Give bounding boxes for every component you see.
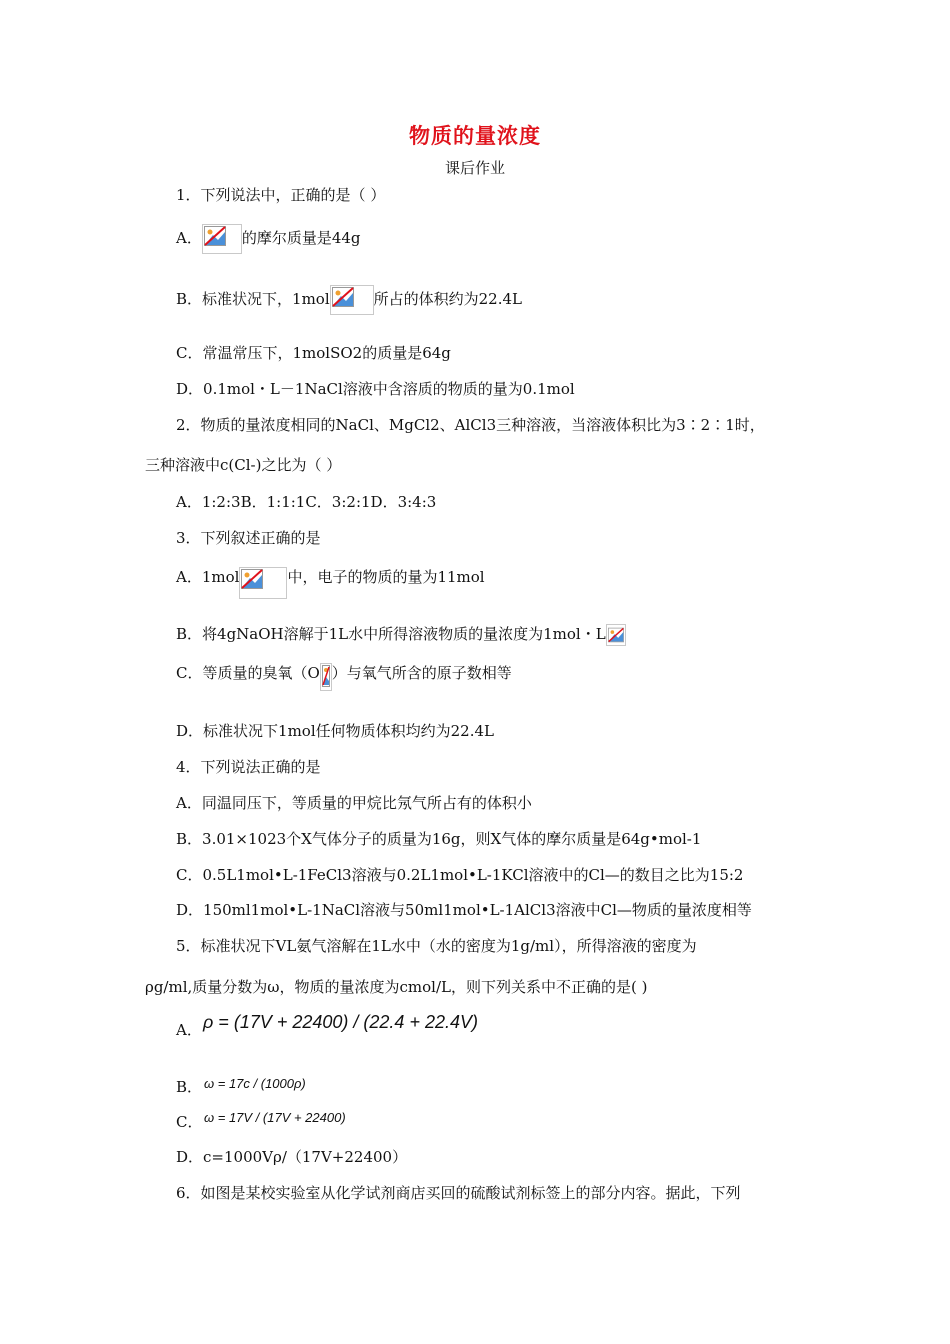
document-subtitle: 课后作业 — [444, 159, 505, 177]
q4-option-d: D．150ml1mol•L-1NaCl溶液与50ml1mol•L-1AlCl3溶液中Cl—物质的量浓度相等 — [176, 901, 752, 919]
q5-stem-line2: ρg/ml,质量分数为ω，物质的量浓度为cmol/L，则下列关系中不正确的是( ) — [145, 978, 648, 996]
q3-option-d: D．标准状况下1mol任何物质体积均约为22.4L — [176, 722, 494, 740]
q1-b-suffix: 所占的体积约为22.4L — [373, 290, 522, 308]
q6-stem-line1: 6．如图是某校实验室从化学试剂商店买回的硫酸试剂标签上的部分内容。据此，下列 — [176, 1184, 741, 1202]
q1-a-suffix: 的摩尔质量是44g — [241, 229, 361, 247]
q5-option-a-formula: ρ = (17V + 22400) / (22.4 + 22.4V) — [203, 1012, 478, 1032]
broken-image-icon — [320, 663, 332, 691]
q4-stem: 4．下列说法正确的是 — [176, 758, 321, 776]
broken-image-icon — [330, 285, 374, 315]
q3-option-b — [176, 624, 626, 646]
q2-stem-line1: 2．物质的量浓度相同的NaCl、MgCl2、AlCl3三种溶液，当溶液体积比为3∶2∶1时， — [176, 416, 765, 434]
q1-b-prefix: B．标准状况下，1mol — [176, 290, 330, 308]
broken-image-icon — [606, 624, 626, 646]
q5-stem-line1: 5．标准状况下VL氨气溶解在1L水中（水的密度为1g/ml），所得溶液的密度为 — [176, 937, 697, 955]
q5-option-a-label: A． — [176, 1021, 202, 1039]
q4-option-b: B．3.01×1023个X气体分子的质量为16g，则X气体的摩尔质量是64g•mol-1 — [176, 830, 702, 848]
broken-image-icon — [239, 567, 287, 599]
q1-option-d: D．0.1mol・L－1NaCl溶液中含溶质的物质的量为0.1mol — [176, 380, 575, 398]
q5-option-b-formula: ω = 17c / (1000ρ) — [204, 1076, 306, 1091]
q5-option-d: D．c=1000Vρ/（17V+22400） — [176, 1148, 408, 1166]
q3-option-a — [176, 567, 485, 599]
q3-stem: 3．下列叙述正确的是 — [176, 529, 321, 547]
document-title: 物质的量浓度 — [409, 123, 541, 148]
q3-b-prefix: B．将4gNaOH溶解于1L水中所得溶液物质的量浓度为1mol・L — [176, 625, 606, 643]
q1-option-c: C．常温常压下，1molSO2的质量是64g — [176, 344, 451, 362]
q5-option-c-formula: ω = 17V / (17V + 22400) — [204, 1110, 346, 1125]
q3-a-suffix: 中，电子的物质的量为11mol — [287, 568, 485, 586]
broken-image-icon — [202, 224, 242, 254]
q3-a-prefix: A．1mol — [176, 568, 240, 586]
q5-option-c-label: C． — [176, 1113, 203, 1131]
q1-a-prefix: A． — [176, 229, 202, 247]
q4-option-c: C．0.5L1mol•L-1FeCl3溶液与0.2L1mol•L-1KCl溶液中的Cl—的数目之比为15:2 — [176, 866, 744, 884]
q3-option-c — [176, 663, 512, 691]
q1-option-a — [176, 224, 361, 254]
q4-option-a: A．同温同压下，等质量的甲烷比氖气所占有的体积小 — [176, 794, 532, 812]
q2-options: A．1:2:3B．1:1:1C．3:2:1D．3:4:3 — [176, 493, 437, 511]
q2-stem-line2: 三种溶液中c(Cl-)之比为（ ） — [145, 456, 342, 474]
q3-c-prefix: C．等质量的臭氧（O — [176, 664, 320, 682]
q5-option-b-label: B． — [176, 1078, 203, 1096]
q1-stem: 1．下列说法中，正确的是（ ） — [176, 186, 386, 204]
q3-c-suffix: ）与氧气所含的原子数相等 — [331, 664, 512, 682]
q1-option-b — [176, 285, 522, 315]
